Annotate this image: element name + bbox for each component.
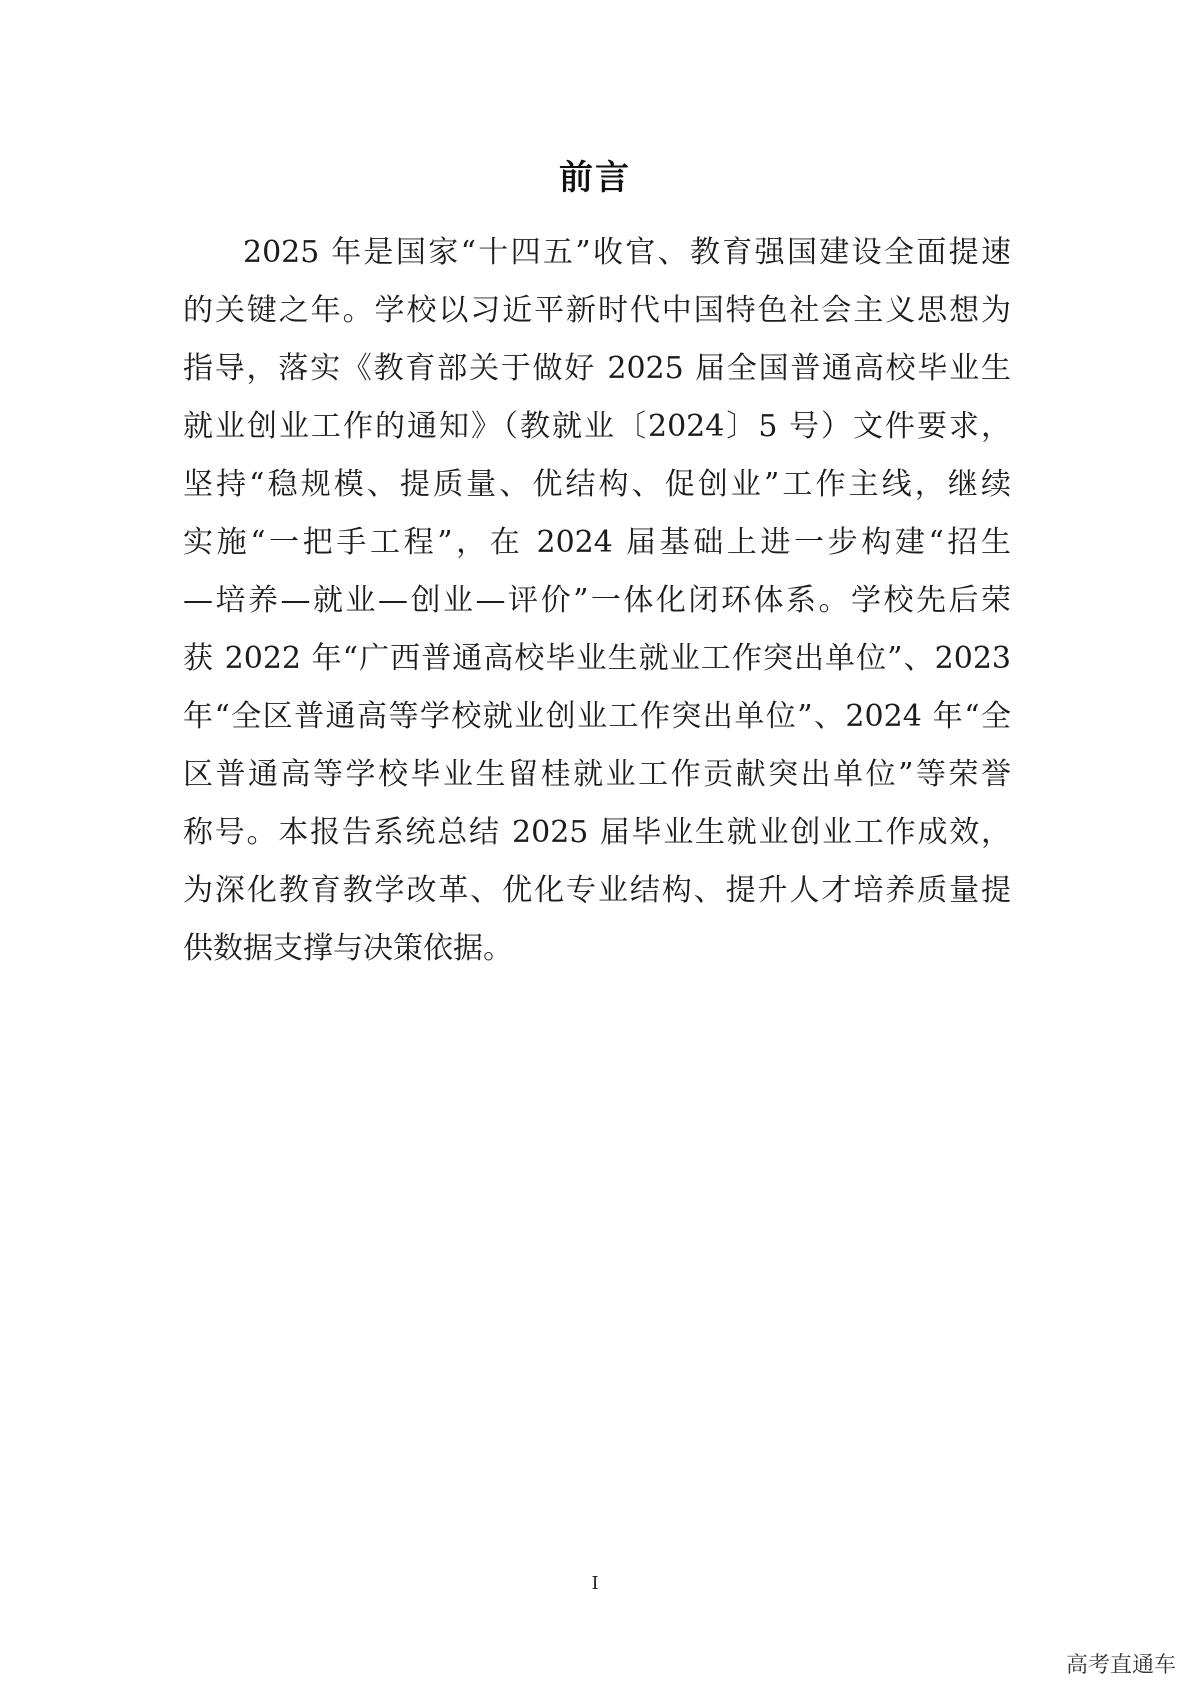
paragraph-line: 称号。本报告系统总结 2025 届毕业生就业创业工作成效，: [183, 815, 1011, 850]
page-title: 前言: [559, 158, 631, 198]
paragraph-line: 就业创业工作的通知》（教就业〔2024〕5 号）文件要求，: [183, 409, 1011, 444]
paragraph-line: 指导，落实《教育部关于做好 2025 届全国普通高校毕业生: [183, 351, 1011, 386]
paragraph-line: 年“全区普通高等学校就业创业工作突出单位”、2024 年“全: [183, 699, 1011, 734]
paragraph-line: 2025 年是国家“十四五”收官、教育强国建设全面提速: [243, 235, 1011, 270]
paragraph-line: 实施“一把手工程”，在 2024 届基础上进一步构建“招生: [183, 525, 1011, 560]
preface-paragraph: [183, 224, 1011, 978]
watermark-text: 高考直通车: [1065, 1653, 1176, 1678]
paragraph-line: 坚持“稳规模、提质量、优结构、促创业”工作主线，继续: [183, 467, 1011, 502]
paragraph-line: 为深化教育教学改革、优化专业结构、提升人才培养质量提: [183, 873, 1011, 908]
paragraph-line: 区普通高等学校毕业生留桂就业工作贡献突出单位”等荣誉: [183, 757, 1011, 792]
paragraph-line: 的关键之年。学校以习近平新时代中国特色社会主义思想为: [183, 293, 1011, 328]
paragraph-line: 供数据支撑与决策依据。: [183, 931, 513, 966]
paragraph-line: 获 2022 年“广西普通高校毕业生就业工作突出单位”、2023: [183, 641, 1011, 676]
page-number: I: [591, 1573, 599, 1594]
paragraph-line: —培养—就业—创业—评价”一体化闭环体系。学校先后荣: [183, 583, 1011, 618]
